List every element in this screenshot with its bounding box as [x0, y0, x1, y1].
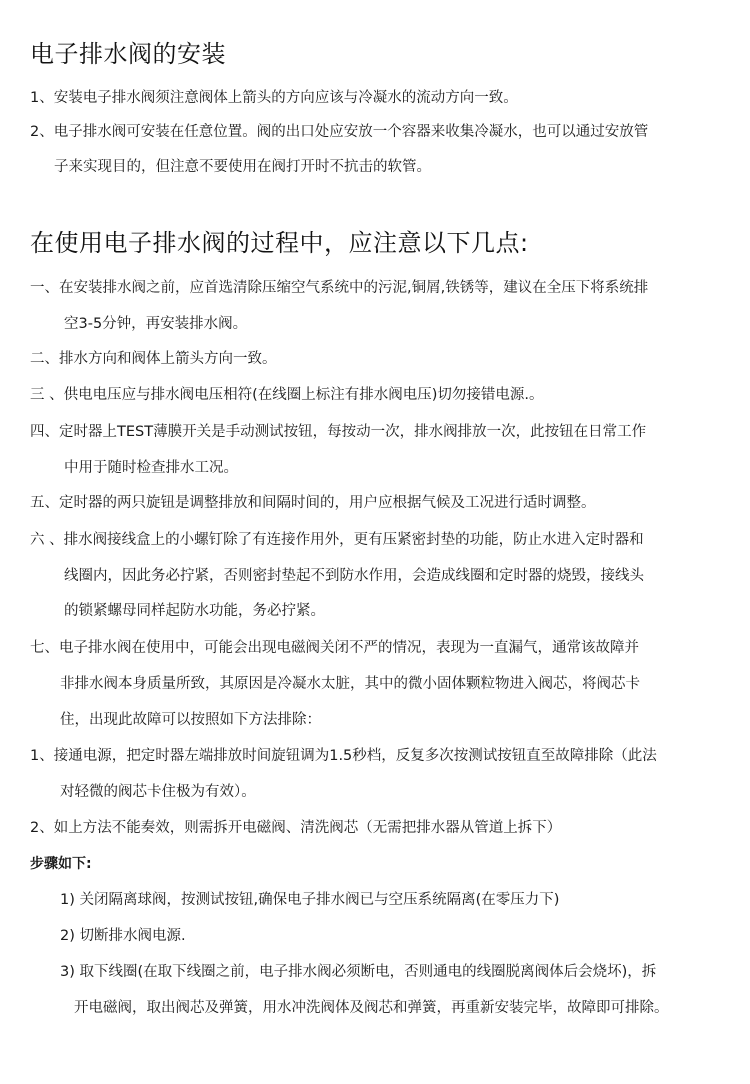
note-6-line-3: 的锁紧螺母同样起防水功能，务必拧紧。 [64, 603, 325, 619]
note-7-line-2: 非排水阀本身质量所致，其原因是冷凝水太脏，其中的微小固体颗粒物进入阀芯，将阀芯卡 [60, 676, 640, 692]
install-item-1-line-1: 1、安装电子排水阀须注意阀体上箭头的方向应该与冷凝水的流动方向一致。 [30, 90, 518, 106]
note-7-line-3: 住，出现此故障可以按照如下方法排除： [60, 712, 321, 728]
note-1-line-2: 空3-5分钟，再安装排水阀。 [64, 316, 248, 332]
fix-1-line-1: 1、接通电源，把定时器左端排放时间旋钮调为1.5秒档，反复多次按测试按钮直至故障排除（此法 [30, 748, 657, 764]
step-2-line-1: 2) 切断排水阀电源. [60, 928, 186, 944]
install-item-2-line-1: 2、电子排水阀可安装在任意位置。阀的出口处应安放一个容器来收集冷凝水，也可以通过安放管 [30, 124, 649, 140]
note-5-line-1: 五、定时器的两只旋钮是调整排放和间隔时间的，用户应根据气候及工况进行适时调整。 [30, 495, 596, 511]
note-3-line-1: 三 、供电电压应与排水阀电压相符(在线圈上标注有排水阀电压)切勿接错电源.。 [30, 387, 544, 403]
install-item-2-line-2: 子来实现目的，但注意不要使用在阀打开时不抗击的软管。 [54, 159, 431, 175]
note-4-line-2: 中用于随时检查排水工况。 [64, 460, 238, 476]
note-6-line-1: 六 、排水阀接线盒上的小螺钉除了有连接作用外，更有压紧密封垫的功能，防止水进入定时器和 [30, 532, 644, 548]
section-title-usage-notes: 在使用电子排水阀的过程中，应注意以下几点: [30, 229, 529, 257]
step-3-line-1: 3) 取下线圈(在取下线圈之前，电子排水阀必须断电，否则通电的线圈脱离阀体后会烧坏)，拆 [60, 964, 657, 980]
note-1-line-1: 一、在安装排水阀之前，应首选清除压缩空气系统中的污泥,铜屑,铁锈等，建议在全压下将系统排 [30, 280, 649, 296]
section-title-installation: 电子排水阀的安装 [30, 40, 226, 68]
fix-1-line-2: 对轻微的阀芯卡住极为有效）。 [60, 784, 256, 800]
step-1-line-1: 1) 关闭隔离球阀，按测试按钮,确保电子排水阀已与空压系统隔离(在零压力下) [60, 892, 560, 908]
step-3-line-2: 开电磁阀，取出阀芯及弹簧，用水冲洗阀体及阀芯和弹簧，再重新安装完毕，故障即可排除。 [74, 1000, 669, 1016]
note-2-line-1: 二、排水方向和阀体上箭头方向一致。 [30, 351, 277, 367]
fix-2-line-1: 2、如上方法不能奏效，则需拆开电磁阀、清洗阀芯（无需把排水器从管道上拆下） [30, 820, 562, 836]
note-7-line-1: 七、电子排水阀在使用中，可能会出现电磁阀关闭不严的情况，表现为一直漏气，通常该故障并 [30, 640, 639, 656]
steps-heading: 步骤如下: [30, 856, 92, 872]
note-6-line-2: 线圈内，因此务必拧紧，否则密封垫起不到防水作用，会造成线圈和定时器的烧毁，接线头 [64, 568, 644, 584]
note-4-line-1: 四、定时器上TEST薄膜开关是手动测试按钮，每按动一次，排水阀排放一次，此按钮在日常工作 [30, 424, 647, 440]
